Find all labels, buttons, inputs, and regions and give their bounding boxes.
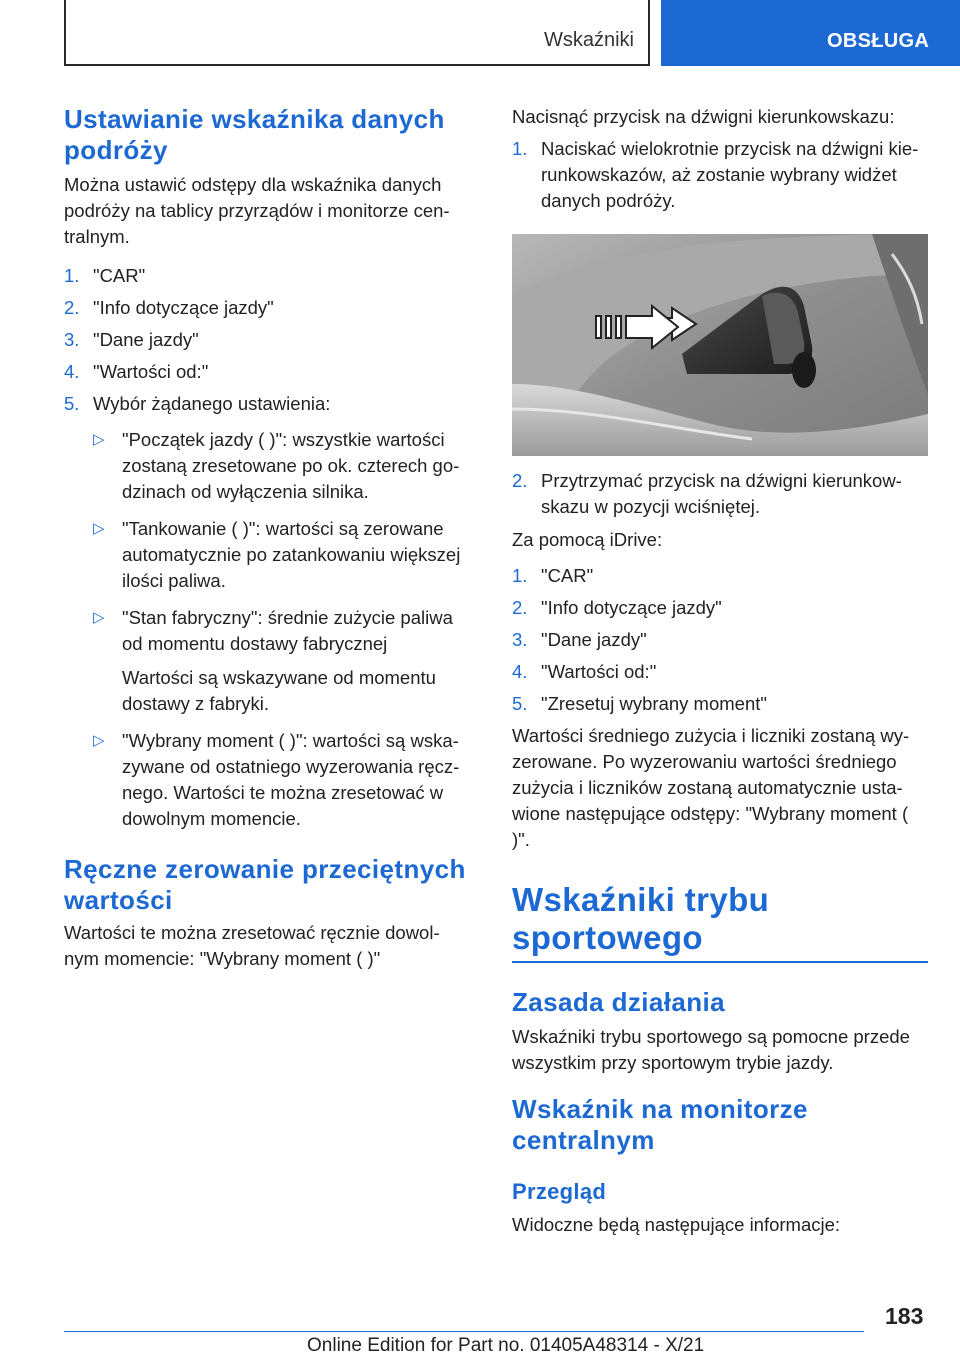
triangle-bullet-icon: ▷ xyxy=(93,732,105,749)
header-section-title: Wskaźniki xyxy=(543,29,634,51)
settings-step: 4. "Wartości od:" xyxy=(64,361,209,382)
setting-options-list xyxy=(64,427,474,832)
triangle-bullet-icon: ▷ xyxy=(93,520,105,537)
footer-edition: Online Edition for Part no. 01405A48314 - X/21 xyxy=(307,1335,705,1356)
left-column xyxy=(64,104,474,972)
heading-overview: Przegląd xyxy=(512,1179,607,1204)
lever-step: 1. Naciskać wielokrotnie przycisk na dźwigni kie-runkowskazów, aż zostanie wybrany widżet danych podróży. xyxy=(512,138,919,211)
idrive-step: 2. "Info dotyczące jazdy" xyxy=(512,597,722,618)
setting-option: ▷ "Stan fabryczny": średnie zużycie paliwa od momentu dostawy fabrycznej Wartości są wskazywane od momentu dostawy z fabryki. xyxy=(93,607,453,714)
idrive-step-list xyxy=(512,563,928,717)
heading-manual-reset: Ręczne zerowanie przeciętnych wartości xyxy=(64,854,466,915)
idrive-reset-note: Wartości średniego zużycia i liczniki zostaną wy-zerowane. Po wyzerowaniu wartości średniego zużycia i liczników zostaną automatycznie usta-wione następujące odstępy: "Wybrany moment ( )". xyxy=(512,725,910,850)
overview-text: Widoczne będą następujące informacje: xyxy=(512,1214,841,1235)
heading-principle: Zasada działania xyxy=(512,987,726,1017)
idrive-step: 3. "Dane jazdy" xyxy=(512,629,647,650)
heading-sport-displays: Wskaźniki trybu sportowego xyxy=(512,881,770,956)
lever-step-list xyxy=(512,136,928,214)
heading-trip-data-setting: Ustawianie wskaźnika danych podróży xyxy=(64,104,445,165)
right-column xyxy=(512,104,928,1238)
setting-option: ▷ "Tankowanie ( )": wartości są zerowane automatycznie po zatankowaniu większej ilości paliwa. xyxy=(93,518,461,591)
settings-step: 5. Wybór żądanego ustawienia: xyxy=(64,393,331,414)
heading-underline xyxy=(512,961,928,963)
lever-intro: Nacisnąć przycisk na dźwigni kierunkowskazu: xyxy=(512,106,895,127)
heading-central-monitor: Wskaźnik na monitorze centralnym xyxy=(512,1094,808,1155)
settings-step: 3. "Dane jazdy" xyxy=(64,329,199,350)
manual-reset-text: Wartości te można zresetować ręcznie dowol-nym momencie: "Wybrany moment ( )" xyxy=(64,922,440,969)
trip-data-intro: Można ustawić odstępy dla wskaźnika danych podróży na tablicy przyrządów i monitorze cen-tralnym. xyxy=(64,174,450,247)
header-chapter-tab xyxy=(661,0,960,66)
setting-option: ▷ "Wybrany moment ( )": wartości są wska-zywane od ostatniego wyzerowania ręcz-nego. Wartości te można zresetować w dowolnym momencie. xyxy=(93,730,460,829)
settings-step: 2. "Info dotyczące jazdy" xyxy=(64,297,274,318)
settings-step-list xyxy=(64,263,474,417)
footer-divider xyxy=(64,1331,864,1332)
lever-step-list-continued xyxy=(512,468,928,520)
idrive-step: 5. "Zresetuj wybrany moment" xyxy=(512,693,767,714)
idrive-intro: Za pomocą iDrive: xyxy=(512,529,663,550)
triangle-bullet-icon: ▷ xyxy=(93,609,105,626)
settings-step: 1. "CAR" xyxy=(64,265,146,286)
lever-step: 2. Przytrzymać przycisk na dźwigni kierunkow-skazu w pozycji wciśniętej. xyxy=(512,470,902,517)
idrive-step: 1. "CAR" xyxy=(512,565,594,586)
turn-signal-lever-illustration xyxy=(512,234,928,456)
idrive-step: 4. "Wartości od:" xyxy=(512,661,657,682)
page-number: 183 xyxy=(885,1303,924,1329)
triangle-bullet-icon: ▷ xyxy=(93,431,105,448)
header-chapter-label: OBSŁUGA xyxy=(827,30,930,52)
principle-text: Wskaźniki trybu sportowego są pomocne przede wszystkim przy sportowym trybie jazdy. xyxy=(512,1026,910,1073)
setting-option: ▷ "Początek jazdy ( )": wszystkie wartości zostaną zresetowane po ok. czterech go-dzinach od wyłączenia silnika. xyxy=(93,429,460,502)
